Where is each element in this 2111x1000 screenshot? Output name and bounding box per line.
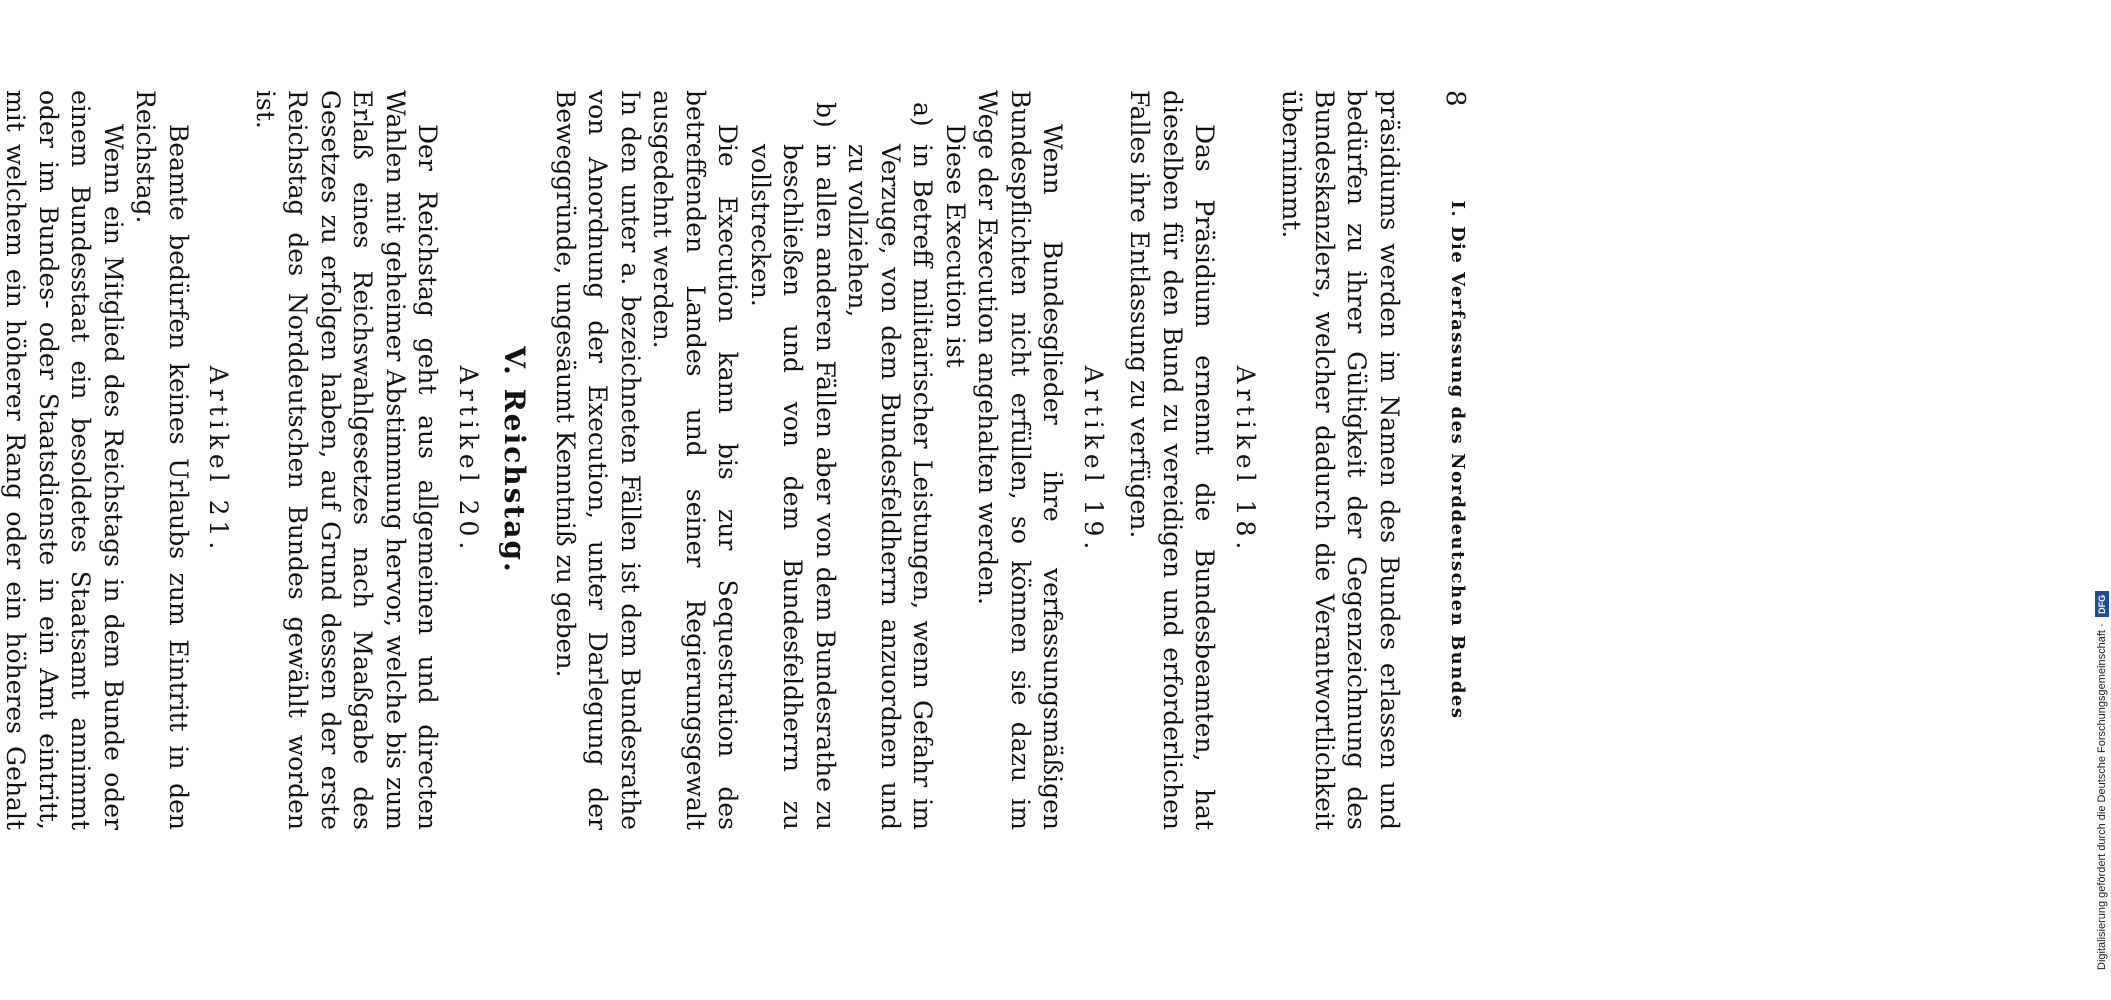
scanned-page [1,90,1470,830]
credit-line [2093,10,2111,970]
page-content-rotated [1,90,1470,830]
running-head [1430,90,1470,830]
article-21-text-2: Wenn ein Mitglied des Reichstags in dem Bunde oder einem Bundesstaat ein besoldetes Staatsamt annimmt oder im Bundes- oder Staatsdienste in ein Amt eintritt, mit welchem ein höherer Rang oder ein höheres Gehalt [1,90,128,830]
article-19-heading: Artikel 19. [1079,365,1108,555]
article-19-sequestration: Die Execution kann bis zur Sequestration des betreffenden Landes und seiner Regierungsgewalt ausgedehnt werden. [648,90,743,830]
list-marker-a: a) [908,102,938,127]
article-21-text-1: Beamte bedürfen keines Urlaubs zum Eintritt in den Reichstag. [131,90,193,830]
page-number: 8 [1440,90,1470,108]
list-text-b: in allen anderen Fällen aber von dem Bundesrathe zu beschließen und von dem Bundesfeldherrn zu vollstrecken. [746,144,840,830]
article-19-item-a [841,90,939,830]
article-21-heading: Artikel 21. [204,365,234,555]
running-head-title: I. Die Verfassung des Norddeutschen Bundes [1447,200,1468,720]
article-19-final: In den unter a. bezeichneten Fällen ist dem Bundesrathe von Anordnung der Execution, unter Darlegung der Beweggründe, ungesäumt Kenntniß zu geben. [551,90,645,830]
article-19-intro: Diese Execution ist [941,124,970,368]
article-19-text: Wenn Bundesglieder ihre verfassungsmäßigen Bundespflichten nicht erfüllen, so können sie dazu im Wege der Execution angehalten werden. [973,90,1068,830]
digitization-credit [1583,10,2108,970]
article-20-text: Der Reichstag geht aus allgemeinen und directen Wahlen mit geheimer Abstimmung hervor, welche bis zum Erlaß eines Reichswahlgesetzes nach Maaßgabe des Gesetzes zu erfolgen haben, auf Grund dessen der erste Reichstag des Norddeutschen Bundes gewählt worden ist. [251,90,443,830]
article-18-text: Das Präsidium ernennt die Bundesbeamten, hat dieselben für den Bund zu vereidigen und erforderlichen Falles ihre Entlassung zu verfügen. [1125,90,1220,830]
body-text [0,90,1405,830]
dfg-logo-icon: DFG [2095,591,2109,617]
article-20-heading: Artikel 20. [454,365,483,555]
article-19-item-b [744,90,842,830]
article-18-heading: Artikel 18. [1231,365,1260,555]
paragraph-continuation: präsidiums werden im Namen des Bundes erlassen und bedürfen zu ihrer Gültigkeit der Gegenzeichnung des Bundeskanzlers, welcher dadurch die Verantwortlichkeit übernimmt. [1277,90,1404,830]
credit-text: Digitalisierung gefördert durch die Deutsche Forschungsgemeinschaft · [2096,623,2108,970]
section-v-heading: V. Reichstag. [498,346,532,574]
list-marker-b: b) [811,102,840,128]
list-text-a: in Betreff militairischer Leistungen, wenn Gefahr im Verzuge, von dem Bundesfeldherrn anzuordnen und zu vollziehen, [843,144,938,830]
